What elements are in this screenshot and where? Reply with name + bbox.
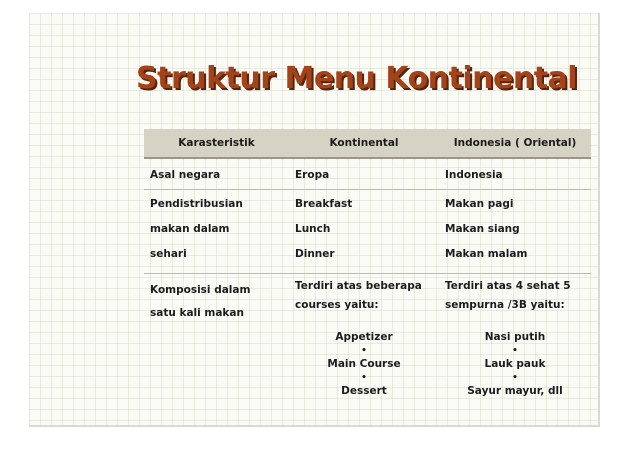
cell-karasteristik [144, 274, 289, 407]
cell-karasteristik [144, 190, 289, 274]
cell-kontinental [289, 274, 439, 407]
cell-text: Terdiri atas 4 sehat 5 [445, 280, 571, 292]
cell-text: Terdiri atas beberapa [295, 280, 422, 292]
list-item: Dessert [341, 385, 387, 397]
table-row [144, 274, 591, 407]
table-header-row [144, 129, 591, 158]
bullet-separator: • [361, 346, 367, 356]
list-item: Appetizer [335, 331, 393, 343]
cell-indonesia [439, 190, 591, 274]
cell-text: Lunch [295, 223, 331, 235]
menu-list [445, 330, 585, 399]
cell-text: Eropa [295, 169, 330, 181]
list-item: Main Course [327, 358, 401, 370]
cell-text: courses yaitu: [295, 299, 379, 311]
bullet-separator: • [512, 373, 518, 383]
slide [29, 13, 600, 427]
header-kontinental: Kontinental [289, 129, 439, 158]
cell-text: sehari [150, 248, 187, 260]
cell-karasteristik [144, 158, 289, 190]
cell-text: Indonesia [445, 169, 503, 181]
list-item: Sayur mayur, dll [467, 385, 563, 397]
header-karasteristik: Karasteristik [144, 129, 289, 158]
bullet-separator: • [512, 346, 518, 356]
table-row [144, 190, 591, 274]
table-row [144, 158, 591, 190]
cell-indonesia [439, 158, 591, 190]
list-item: Nasi putih [484, 331, 546, 343]
cell-text: Breakfast [295, 198, 353, 210]
cell-text: Pendistribusian [150, 198, 243, 210]
list-item: Lauk pauk [484, 358, 546, 370]
menu-structure-table [144, 129, 591, 406]
cell-text: Makan malam [445, 248, 528, 260]
cell-text: Makan siang [445, 223, 520, 235]
cell-text: Dinner [295, 248, 335, 260]
cell-indonesia [439, 274, 591, 407]
cell-text: Komposisi dalam [150, 284, 251, 296]
bullet-separator: • [361, 373, 367, 383]
cell-kontinental [289, 158, 439, 190]
course-list [295, 330, 433, 399]
cell-text: makan dalam [150, 223, 230, 235]
cell-text: Asal negara [150, 169, 221, 181]
cell-kontinental [289, 190, 439, 274]
slide-title: Struktur Menu Kontinental [136, 61, 578, 96]
cell-text: sempurna /3B yaitu: [445, 299, 565, 311]
cell-text: Makan pagi [445, 198, 514, 210]
header-indonesia: Indonesia ( Oriental) [439, 129, 591, 158]
cell-text: satu kali makan [150, 307, 244, 319]
